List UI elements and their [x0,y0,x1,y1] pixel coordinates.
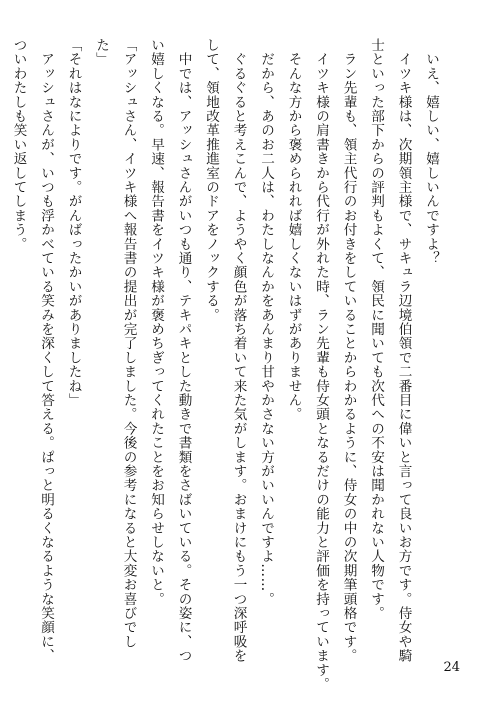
text-line: 「アッシュさん、イツキ様へ報告書の提出が完了しました。今後の参考になると大変お喜びでし [120,38,137,649]
text-line: 「それはなによりです。がんばったかいがありましたね」 [65,38,82,408]
text-line: い嬉しくなる。早速、報告書をイツキ様が褒めちぎってくれたことをお知らせしないと。 [148,38,164,606]
text-line: だから、あのお二人は、わたしなんかをあんまり甘やかさない方がいいんですよ……。 [258,38,274,606]
page-number: 24 [443,660,460,675]
text-line: た」 [93,38,109,67]
text-line: 中では、アッシュさんがいつも通り、テキパキとした動きで書類をさばいている。その姿に、つ [175,38,192,663]
text-line: イツキ様は、次期領主様で、サキュラ辺境伯領で二番目に偉いと言って良いお方です。侍女や騎 [395,38,412,663]
text-line: して、領地改革推進室のドアをノックする。 [203,38,219,322]
text-line: ぐるぐると考えこんで、ようやく顔色が落ち着いて来た気がします。おまけにもう一つ深呼吸を [230,38,247,663]
text-line: ついわたしも笑い返してしまう。 [10,38,27,251]
text-line: いえ、嬉しい、嬉しいんですよ？ [423,38,439,266]
text-line: ラン先輩も、領主代行のお付きをしていることからわかるように、侍女の中の次期筆頭格です。 [340,38,357,663]
text-line [0,38,4,638]
text-line: アッシュさんが、いつも浮かべている笑みを深くして答える。ぱっと明るくなるような笑顔に、 [38,38,54,663]
text-line: 士といった部下からの評判もよくて、領民に聞いても次代への不安は聞かれない人物です。 [368,38,384,621]
text-line: イツキ様の肩書きから代行が外れた時、ラン先輩も侍女頭となるだけの能力と評価を持っています。 [313,38,329,692]
text-line: そんな方から褒められれば嬉しくないはずがありません。 [285,38,302,422]
vertical-text-body [0,38,444,692]
